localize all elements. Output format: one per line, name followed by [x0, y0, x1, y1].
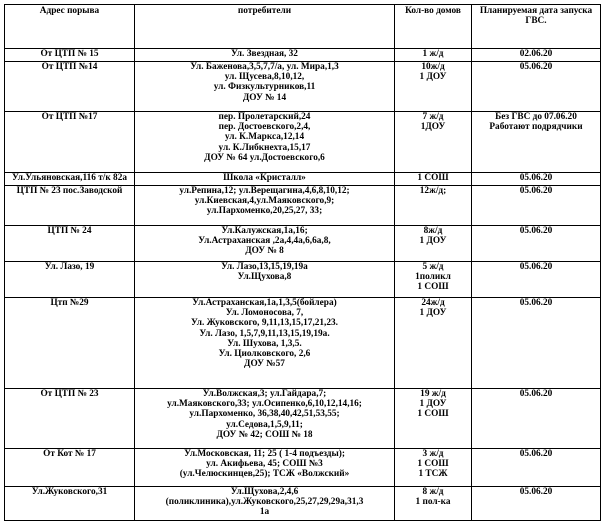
cell-line: пер. Достоевского,2,4,: [218, 122, 311, 133]
table-row: [5, 49, 601, 62]
cell-line: 1ДОУ: [420, 122, 446, 133]
address-cell: От ЦТП № 23: [5, 389, 135, 449]
cell-line: ДОУ №57: [244, 359, 285, 370]
cell-line: Ул.Щухова,8: [237, 272, 292, 283]
houses-cell: [395, 49, 472, 62]
date-cell: [472, 389, 601, 449]
cell-line: 1 СОШ: [417, 173, 449, 183]
cell-line: 1 ТСЖ: [418, 469, 448, 480]
table-header: [5, 5, 601, 49]
cell-line: ул. К.Либкнехта,15,17: [218, 142, 311, 153]
address-cell: ЦТП № 23 пос.Заводской: [5, 186, 135, 226]
cell-line: ул.Седова,1,5,9,11;: [226, 419, 303, 430]
address-cell: Цтп №29: [5, 298, 135, 389]
cell-line: Без ГВС до 07.06.20: [495, 112, 577, 122]
cell-line: 05.06.20: [519, 186, 553, 196]
houses-cell: [395, 62, 472, 112]
cell-line: Ул.Калужская,1а,16;: [221, 226, 308, 236]
cell-line: 05.06.20: [519, 173, 553, 183]
cell-line: 8 ж/д: [422, 487, 444, 497]
table-row: [5, 226, 601, 262]
cell-line: Ул. Звездная, 32: [231, 49, 298, 59]
cell-line: 05.06.20: [519, 389, 553, 399]
consumers-cell: [135, 298, 395, 389]
date-cell: [472, 112, 601, 173]
date-cell: [472, 173, 601, 186]
address-cell: Ул.Жуковского,31: [5, 487, 135, 521]
cell-line: 05.06.20: [519, 487, 553, 497]
address-cell: От ЦТП №14: [5, 62, 135, 112]
table-row: [5, 186, 601, 226]
cell-line: ул. Щусева,8,10,12,: [224, 72, 305, 83]
cell-line: Ул. Ломоносова, 7,: [225, 308, 304, 319]
houses-cell: [395, 389, 472, 449]
cell-line: ул.Пархоменко,20,25,27, 33;: [206, 206, 323, 217]
cell-line: Ул.Щухова,2,4,6: [230, 487, 299, 497]
cell-line: 05.06.20: [519, 449, 553, 459]
consumers-cell: [135, 389, 395, 449]
table-row: [5, 112, 601, 173]
table-row: [5, 262, 601, 298]
date-cell: [472, 186, 601, 226]
date-cell: [472, 298, 601, 389]
cell-line: 1 СОШ: [417, 282, 449, 293]
cell-line: ул. Акифьева, 45; СОШ №3: [206, 459, 323, 470]
cell-line: ДОУ № 64 ул.Достоевского,6: [204, 152, 325, 163]
cell-line: Ул.Астраханская ,2а,4,4а,6,6а,8,: [198, 236, 331, 247]
cell-line: 1а: [259, 507, 270, 518]
cell-line: ДОУ № 42; СОШ № 18: [216, 429, 313, 440]
table-row: [5, 62, 601, 112]
cell-line: 1поликл: [415, 272, 451, 283]
header-row: [5, 5, 601, 49]
date-cell: [472, 487, 601, 521]
document-page: [4, 4, 600, 521]
header-consumers: потребители: [135, 5, 395, 49]
cell-line: ул. Физкультурников,11: [213, 82, 316, 93]
cell-line: Ул. Циолковского, 2,6: [218, 349, 311, 360]
houses-cell: [395, 449, 472, 487]
cell-line: Ул. Лазо, 1,5,7,9,11,13,15,19,19а.: [199, 328, 330, 339]
header-planned-date: Планируемая дата запуска ГВС.: [472, 5, 601, 49]
cell-line: Ул. Баженова,3,5,7,7/а, ул. Мира,1,3: [190, 62, 339, 72]
cell-line: (ул.Челюскинцев,25); ТСЖ «Волжский»: [179, 469, 350, 480]
address-cell: Ул.Ульяновская,116 т/к 82а: [5, 173, 135, 186]
cell-line: ул. К.Маркса,12,14: [224, 132, 305, 143]
consumers-cell: [135, 226, 395, 262]
cell-line: 1 пол-ка: [415, 497, 451, 508]
cell-line: Ул. Шухова, 1,3,5.: [227, 338, 302, 349]
cell-line: 02.06.20: [519, 49, 553, 59]
cell-line: 1 СОШ: [417, 459, 449, 470]
cell-line: Работают подрядчики: [489, 122, 583, 133]
date-cell: [472, 62, 601, 112]
table-row: [5, 298, 601, 389]
cell-line: ул.Киевская,4,ул.Маяковского,9;: [194, 196, 335, 207]
table-row: [5, 389, 601, 449]
cell-line: ул.Пархоменко, 36,38,40,42,51,53,55;: [189, 409, 340, 420]
cell-line: 1 ж/д: [422, 49, 444, 59]
cell-line: 3 ж/д: [422, 449, 444, 459]
cell-line: ДОУ № 8: [245, 246, 284, 257]
cell-line: 8ж/д: [423, 226, 443, 236]
houses-cell: [395, 112, 472, 173]
address-cell: От ЦТП № 15: [5, 49, 135, 62]
consumers-cell: [135, 112, 395, 173]
date-cell: [472, 226, 601, 262]
header-house-count: Кол-во домов: [395, 5, 472, 49]
table-row: [5, 487, 601, 521]
houses-cell: [395, 298, 472, 389]
cell-line: Ул.Московская, 11; 25 ( 1-4 подъезды);: [184, 449, 345, 459]
table-row: [5, 449, 601, 487]
cell-line: 05.06.20: [519, 298, 553, 308]
cell-line: 24ж/д: [421, 298, 445, 308]
cell-line: 1 СОШ: [417, 409, 449, 420]
address-cell: От ЦТП №17: [5, 112, 135, 173]
cell-line: 1 ДОУ: [419, 308, 447, 319]
cell-line: 12ж/д;: [419, 186, 447, 196]
houses-cell: [395, 186, 472, 226]
consumers-cell: [135, 262, 395, 298]
address-cell: Ул. Лазо, 19: [5, 262, 135, 298]
houses-cell: [395, 262, 472, 298]
cell-line: Ул. Лазо,13,15,19,19а: [221, 262, 308, 272]
consumers-cell: [135, 173, 395, 186]
cell-line: ул.Маяковского,33; ул.Осипенко,6,10,12,14,16;: [167, 399, 362, 410]
table-body: [5, 49, 601, 521]
consumers-cell: [135, 449, 395, 487]
cell-line: Ул.Астраханская,1а,1,3,5(бойлера): [192, 298, 337, 308]
houses-cell: [395, 226, 472, 262]
houses-cell: [395, 487, 472, 521]
cell-line: Ул.Волжская,3; ул.Гайдара,7;: [202, 389, 327, 399]
cell-line: 05.06.20: [519, 62, 553, 72]
date-cell: [472, 262, 601, 298]
date-cell: [472, 449, 601, 487]
cell-line: 19 ж/д: [420, 389, 446, 399]
table-row: [5, 173, 601, 186]
address-cell: От Кот № 17: [5, 449, 135, 487]
consumers-cell: [135, 487, 395, 521]
houses-cell: [395, 173, 472, 186]
cell-line: ул.Репина,12; ул.Верещагина,4,6,8,10,12;: [179, 186, 350, 196]
cell-line: 5 ж/д: [422, 262, 444, 272]
address-cell: ЦТП № 24: [5, 226, 135, 262]
cell-line: 05.06.20: [519, 262, 553, 272]
consumers-cell: [135, 186, 395, 226]
date-cell: [472, 49, 601, 62]
consumers-cell: [135, 49, 395, 62]
cell-line: Школа «Кристалл»: [223, 173, 306, 183]
header-address: Адрес порыва: [5, 5, 135, 49]
cell-line: ДОУ № 14: [242, 92, 287, 103]
cell-line: (поликлиника),ул.Жуковского,25,27,29,29а,31,3: [165, 497, 364, 508]
cell-line: 1 ДОУ: [419, 236, 447, 247]
hot-water-schedule-table: [4, 4, 601, 521]
cell-line: пер. Пролетарский,24: [218, 112, 311, 122]
cell-line: 7 ж/д: [422, 112, 444, 122]
cell-line: 05.06.20: [519, 226, 553, 236]
cell-line: 1 ДОУ: [419, 72, 447, 83]
cell-line: 1 ДОУ: [419, 399, 447, 410]
consumers-cell: [135, 62, 395, 112]
cell-line: 10ж/д: [421, 62, 445, 72]
cell-line: Ул. Жуковского, 9,11,13,15,17,21,23.: [190, 318, 339, 329]
